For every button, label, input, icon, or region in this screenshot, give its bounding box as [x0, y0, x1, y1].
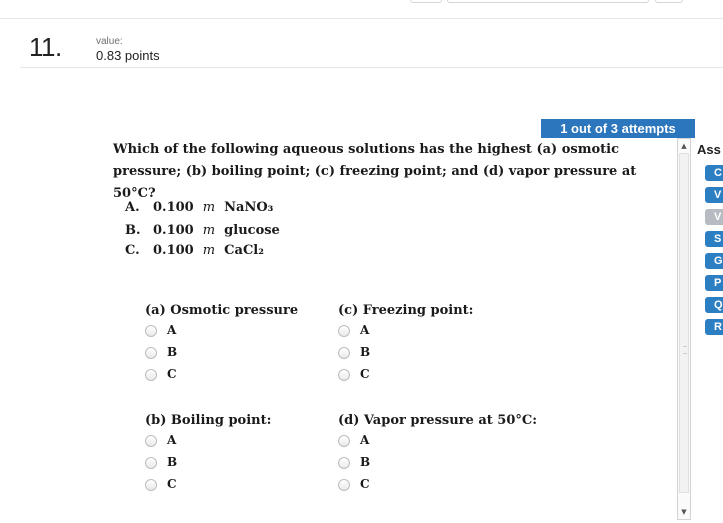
- group-title-vapor: (d) Vapor pressure at 50°C:: [338, 413, 538, 428]
- radio-button[interactable]: [338, 479, 350, 491]
- radio-button[interactable]: [145, 369, 157, 381]
- radio-button[interactable]: [338, 325, 350, 337]
- radio-label: A: [167, 433, 177, 447]
- top-tab[interactable]: [410, 0, 442, 3]
- radio-label: C: [167, 477, 177, 491]
- radio-button[interactable]: [338, 435, 350, 447]
- group-title-freezing: (c) Freezing point:: [338, 303, 474, 318]
- radio-button[interactable]: [145, 479, 157, 491]
- radio-button[interactable]: [145, 325, 157, 337]
- option-unit: m: [202, 243, 216, 258]
- scroll-up-arrow-icon[interactable]: ▲: [681, 142, 687, 150]
- option-c: [125, 243, 264, 258]
- radio-button[interactable]: [145, 435, 157, 447]
- side-button[interactable]: P: [705, 275, 723, 291]
- question-prompt: Which of the following aqueous solutions has the highest (a) osmotic pressure; (b) boiling point; (c) freezing point; and (d) vapor pressure at 50°C?: [113, 142, 637, 201]
- radio-label: B: [167, 455, 178, 469]
- option-formula: glucose: [224, 223, 280, 238]
- question-number: 11.: [29, 32, 62, 62]
- top-tab[interactable]: [655, 0, 683, 3]
- radio-label: A: [167, 323, 177, 337]
- radio-label: A: [360, 323, 370, 337]
- option-b: [125, 223, 280, 238]
- side-button[interactable]: V: [705, 209, 723, 225]
- group-title-boiling: (b) Boiling point:: [145, 413, 272, 428]
- top-tab[interactable]: [447, 0, 649, 3]
- attempts-badge: 1 out of 3 attempts: [541, 119, 695, 138]
- scroll-thumb[interactable]: [679, 153, 689, 493]
- side-button[interactable]: S: [705, 231, 723, 247]
- option-conc: 0.100: [153, 243, 194, 258]
- option-letter: B.: [125, 223, 141, 238]
- side-button[interactable]: C: [705, 165, 723, 181]
- option-a: [125, 200, 273, 215]
- radio-label: B: [167, 345, 178, 359]
- radio-button[interactable]: [338, 347, 350, 359]
- radio-label: B: [360, 345, 371, 359]
- option-unit: m: [202, 200, 216, 215]
- option-conc: 0.100: [153, 223, 194, 238]
- points-value: 0.83 points: [96, 48, 160, 63]
- option-letter: A.: [125, 200, 140, 215]
- radio-label: A: [360, 433, 370, 447]
- value-label: value:: [96, 36, 123, 47]
- option-letter: C.: [125, 243, 140, 258]
- option-formula: CaCl₂: [224, 243, 264, 258]
- side-button[interactable]: V: [705, 187, 723, 203]
- side-button[interactable]: G: [705, 253, 723, 269]
- radio-button[interactable]: [145, 457, 157, 469]
- scroll-down-arrow-icon[interactable]: ▼: [681, 508, 687, 516]
- option-formula: NaNO₃: [224, 200, 274, 215]
- radio-label: C: [360, 367, 370, 381]
- radio-button[interactable]: [145, 347, 157, 359]
- option-conc: 0.100: [153, 200, 194, 215]
- top-bar: [0, 0, 723, 19]
- vertical-scrollbar[interactable]: [677, 138, 691, 520]
- side-button[interactable]: Q: [705, 297, 723, 313]
- radio-label: B: [360, 455, 371, 469]
- radio-button[interactable]: [338, 457, 350, 469]
- side-button[interactable]: R: [705, 319, 723, 335]
- side-panel-title: Ass: [697, 142, 721, 157]
- option-unit: m: [202, 223, 216, 238]
- grip-icon: [683, 346, 687, 354]
- divider: [20, 67, 723, 68]
- group-title-osmotic: (a) Osmotic pressure: [145, 303, 299, 318]
- radio-label: C: [167, 367, 177, 381]
- radio-button[interactable]: [338, 369, 350, 381]
- radio-label: C: [360, 477, 370, 491]
